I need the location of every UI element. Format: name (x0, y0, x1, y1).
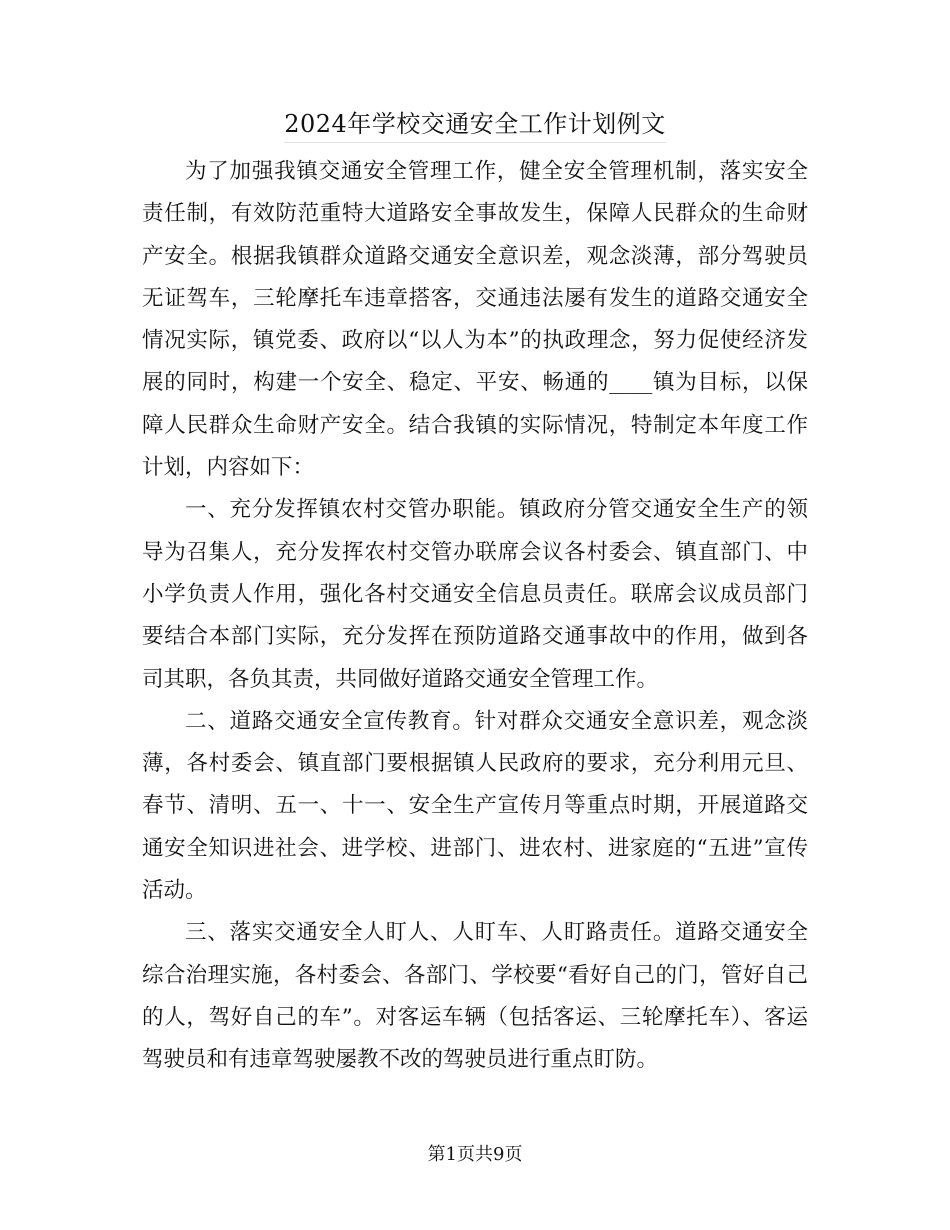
paragraph-section-3: 三、落实交通安全人盯人、人盯车、人盯路责任。道路交通安全综合治理实施，各村委会、各部门、学校要“看好自己的门，管好自己的人，驾好自己的车”。对客运车辆（包括客运、三轮摩托车）、客运驾驶员和有违章驾驶屡教不改的驾驶员进行重点盯防。 (142, 920, 808, 1073)
document-body (142, 151, 808, 1082)
paragraph-intro: 为了加强我镇交通安全管理工作，健全安全管理机制，落实安全责任制，有效防范重特大道路安全事故发生，保障人民群众的生命财产安全。根据我镇群众道路交通安全意识差，观念淡薄，部分驾驶员无证驾车，三轮摩托车违章搭客，交通违法屡有发生的道路交通安全情况实际，镇党委、政府以“以人为本”的执政理念，努力促使经济发展的同时，构建一个安全、稳定、平安、畅通的____镇为目标，以保障人民群众生命财产安全。结合我镇的实际情况，特制定本年度工作计划，内容如下： (142, 159, 808, 481)
document-title (0, 104, 950, 144)
document-title-text: 2024年学校交通安全工作计划例文 (284, 110, 666, 143)
page-number-footer: 第1页共9页 (427, 1144, 523, 1165)
paragraph-section-1: 一、充分发挥镇农村交管办职能。镇政府分管交通安全生产的领导为召集人，充分发挥农村交管办联席会议各村委会、镇直部门、中小学负责人作用，强化各村交通安全信息员责任。联席会议成员部门要结合本部门实际，充分发挥在预防道路交通事故中的作用，做到各司其职，各负其责，共同做好道路交通安全管理工作。 (142, 497, 808, 692)
paragraph-section-2: 二、道路交通安全宣传教育。针对群众交通安全意识差，观念淡薄，各村委会、镇直部门要根据镇人民政府的要求，充分利用元旦、春节、清明、五一、十一、安全生产宣传月等重点时期，开展道路交通安全知识进社会、进学校、进部门、进农村、进家庭的“五进”宣传活动。 (142, 708, 808, 904)
